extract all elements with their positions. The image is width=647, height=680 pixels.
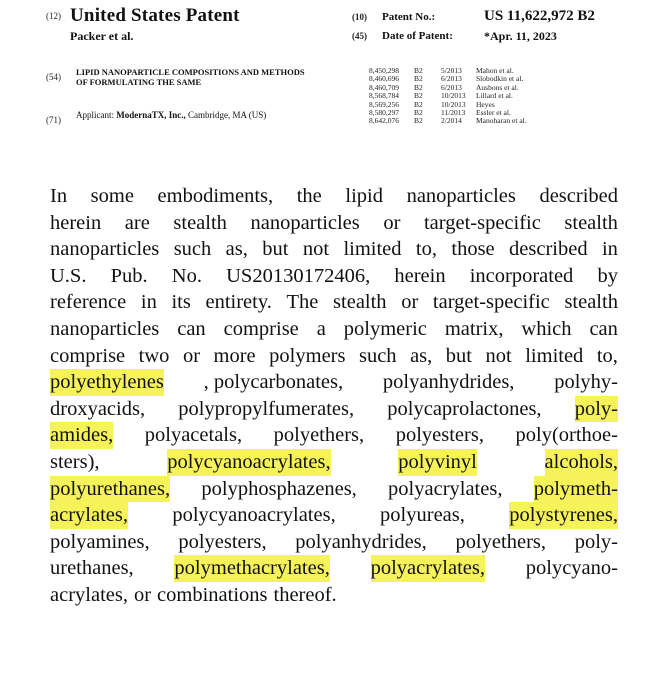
word: limited: [525, 344, 584, 367]
word: nanoparticles: [50, 317, 160, 340]
text-line: [50, 476, 618, 503]
code-71: (71): [46, 115, 61, 125]
highlighted-term: polyurethanes,: [50, 476, 170, 503]
word: some: [90, 185, 134, 207]
patent-body-paragraph: [50, 183, 618, 609]
word: polyanhydrides,: [382, 371, 515, 394]
date-label: Date of Patent:: [382, 30, 453, 42]
word: polyesters,: [395, 424, 484, 447]
word: polyesters,: [178, 530, 267, 553]
reference-date: 6/2013: [441, 74, 462, 84]
word: polymeric: [343, 317, 427, 340]
word: poly(orthoe-: [515, 424, 618, 447]
code-10: (10): [352, 12, 367, 22]
word: as,: [225, 238, 248, 261]
applicant-name: ModernaTX, Inc.,: [116, 110, 186, 120]
reference-name: Ausbons et al.: [476, 82, 519, 92]
word: can: [589, 317, 618, 340]
word: polyanhydrides,: [295, 530, 427, 553]
reference-number: 8,642,076: [369, 116, 399, 126]
reference-kind: B2: [414, 91, 423, 101]
word: polyacetals,: [144, 424, 243, 447]
word: polycyanoacrylates,: [172, 504, 336, 527]
reference-number: 8,460,709: [369, 82, 399, 92]
reference-date: 10/2013: [441, 91, 466, 101]
text-line: [50, 422, 618, 449]
reference-name: Manoharan et al.: [476, 116, 527, 126]
word: stealth: [564, 291, 618, 314]
word: can: [177, 317, 206, 340]
word: combinations: [157, 583, 268, 606]
highlighted-term: polystyrenes,: [509, 502, 618, 529]
word: in: [601, 238, 618, 261]
word: polyureas,: [380, 504, 465, 527]
word: polypropylfumerates,: [178, 397, 355, 420]
reference-number: 8,460,696: [369, 74, 399, 84]
reference-date: 2/2014: [441, 116, 462, 126]
word: polymers: [269, 344, 346, 367]
reference-name: Mahon et al.: [476, 66, 514, 75]
text-line: [50, 502, 618, 529]
word: the: [296, 185, 322, 207]
word: polyhy-: [554, 371, 618, 394]
reference-kind: B2: [414, 74, 423, 84]
word: In: [50, 185, 68, 207]
word: a: [316, 317, 326, 340]
reference-date: 11/2013: [441, 108, 466, 118]
reference-kind: B2: [414, 66, 423, 75]
word: nanoparticles: [250, 211, 360, 234]
word: in: [140, 291, 157, 314]
reference-name: Slobodkin et al.: [476, 74, 524, 84]
text-line: [50, 210, 618, 237]
word: not: [485, 344, 512, 367]
applicant-text: [76, 110, 316, 121]
text-line: [50, 289, 618, 316]
text-line: [50, 236, 618, 263]
references-list: [369, 67, 527, 126]
word: polycyano-: [525, 557, 618, 580]
word: sters),: [50, 450, 100, 473]
text-line: [50, 263, 618, 290]
invention-title-field: [46, 67, 316, 85]
word: thereof.: [273, 583, 337, 606]
word: or: [383, 211, 401, 234]
word: its: [171, 291, 191, 314]
word: polycaprolactones,: [387, 397, 542, 420]
reference-name: Essler et al.: [476, 108, 511, 118]
highlighted-term: alcohols,: [545, 449, 618, 476]
word: matrix,: [444, 317, 504, 340]
text-line: [50, 449, 618, 476]
inventor-line: Packer et al.: [70, 29, 134, 43]
word: by: [597, 264, 618, 287]
word: incorporated: [469, 264, 574, 287]
code-12: (12): [46, 11, 61, 21]
word: polyethers,: [455, 530, 547, 553]
word: as,: [410, 344, 433, 367]
applicant-field: [46, 110, 316, 128]
reference-number: 8,580,297: [369, 108, 399, 118]
word: urethanes,: [50, 557, 134, 580]
text-line: [50, 582, 618, 609]
word: stealth: [564, 211, 618, 234]
code-54: (54): [46, 72, 61, 82]
word: comprise: [50, 344, 126, 367]
reference-kind: B2: [414, 99, 423, 109]
word: acrylates,: [50, 583, 128, 606]
word: The: [286, 291, 319, 314]
text-line: [50, 343, 618, 370]
reference-name: Lillard et al.: [476, 91, 513, 101]
word: not: [302, 238, 330, 261]
word: or: [133, 583, 152, 606]
invention-title: LIPID NANOPARTICLE COMPOSITIONS AND METHODS OF FORMULATING THE SAME: [76, 67, 305, 87]
patent-header: [0, 0, 647, 150]
text-line: [50, 183, 618, 210]
word: herein: [394, 264, 446, 287]
highlighted-term: poly-: [575, 396, 618, 423]
word: but: [262, 238, 289, 261]
reference-number: 8,450,298: [369, 66, 399, 75]
reference-date: 6/2013: [441, 82, 462, 92]
word: comprise: [223, 317, 299, 340]
word: which: [521, 317, 572, 340]
word: but: [445, 344, 472, 367]
word: more: [213, 344, 256, 367]
reference-date: 10/2013: [441, 99, 466, 109]
highlighted-term: polycyanoacrylates,: [167, 449, 330, 476]
text-line: [50, 396, 618, 423]
reference-number: 8,568,784: [369, 91, 399, 101]
highlighted-term: acrylates,: [50, 502, 128, 529]
word: poly-: [574, 530, 618, 553]
word: polyethers,: [273, 424, 365, 447]
word: , polycarbonates,: [203, 371, 344, 394]
patent-number-label: Patent No.:: [382, 11, 436, 23]
word: limited: [343, 238, 402, 261]
patent-type-title: United States Patent: [70, 5, 240, 26]
code-45: (45): [352, 31, 367, 41]
highlighted-term: polyethylenes: [50, 369, 164, 396]
highlighted-term: polyvinyl: [398, 449, 477, 476]
word: reference: [50, 291, 127, 314]
word: target-specific: [432, 291, 550, 314]
reference-number: 8,569,256: [369, 99, 399, 109]
patent-date: *Apr. 11, 2023: [484, 29, 557, 43]
word: described: [539, 185, 618, 207]
reference-kind: B2: [414, 108, 423, 118]
word: nanoparticles: [406, 185, 516, 207]
word: target-specific: [423, 211, 541, 234]
word: No.: [171, 264, 202, 287]
word: those: [451, 238, 495, 261]
word: two: [138, 344, 170, 367]
word: are: [124, 211, 150, 234]
word: droxyacids,: [50, 397, 146, 420]
applicant-location: Cambridge, MA (US): [188, 110, 267, 120]
word: stealth: [333, 291, 387, 314]
patent-number: US 11,622,972 B2: [484, 8, 595, 24]
word: embodiments,: [157, 185, 274, 207]
word: to,: [596, 344, 618, 367]
word: or: [401, 291, 419, 314]
word: U.S.: [50, 264, 87, 287]
text-line: [50, 555, 618, 582]
word: entirety.: [205, 291, 272, 314]
highlighted-term: polymeth-: [534, 476, 618, 503]
text-line: [50, 369, 618, 396]
highlighted-term: amides,: [50, 422, 113, 449]
word: nanoparticles: [50, 238, 160, 261]
word: or: [182, 344, 201, 367]
reference-name: Heyes: [476, 99, 495, 109]
word: polyphosphazenes,: [201, 477, 357, 500]
word: herein: [50, 211, 102, 234]
highlighted-term: polymethacrylates,: [174, 555, 329, 582]
word: lipid: [345, 185, 383, 207]
reference-row: [369, 117, 527, 125]
reference-kind: B2: [414, 116, 423, 126]
word: stealth: [173, 211, 227, 234]
word: polyacrylates,: [388, 477, 503, 500]
word: such: [173, 238, 212, 261]
word: Pub.: [110, 264, 148, 287]
text-line: [50, 316, 618, 343]
word: to,: [415, 238, 437, 261]
word: polyamines,: [50, 530, 150, 553]
reference-date: 5/2013: [441, 66, 462, 75]
reference-kind: B2: [414, 82, 423, 92]
word: US20130172406,: [226, 264, 371, 287]
highlighted-term: polyacrylates,: [371, 555, 485, 582]
applicant-label: Applicant:: [76, 110, 114, 120]
text-line: [50, 529, 618, 556]
word: such: [358, 344, 397, 367]
word: described: [509, 238, 588, 261]
